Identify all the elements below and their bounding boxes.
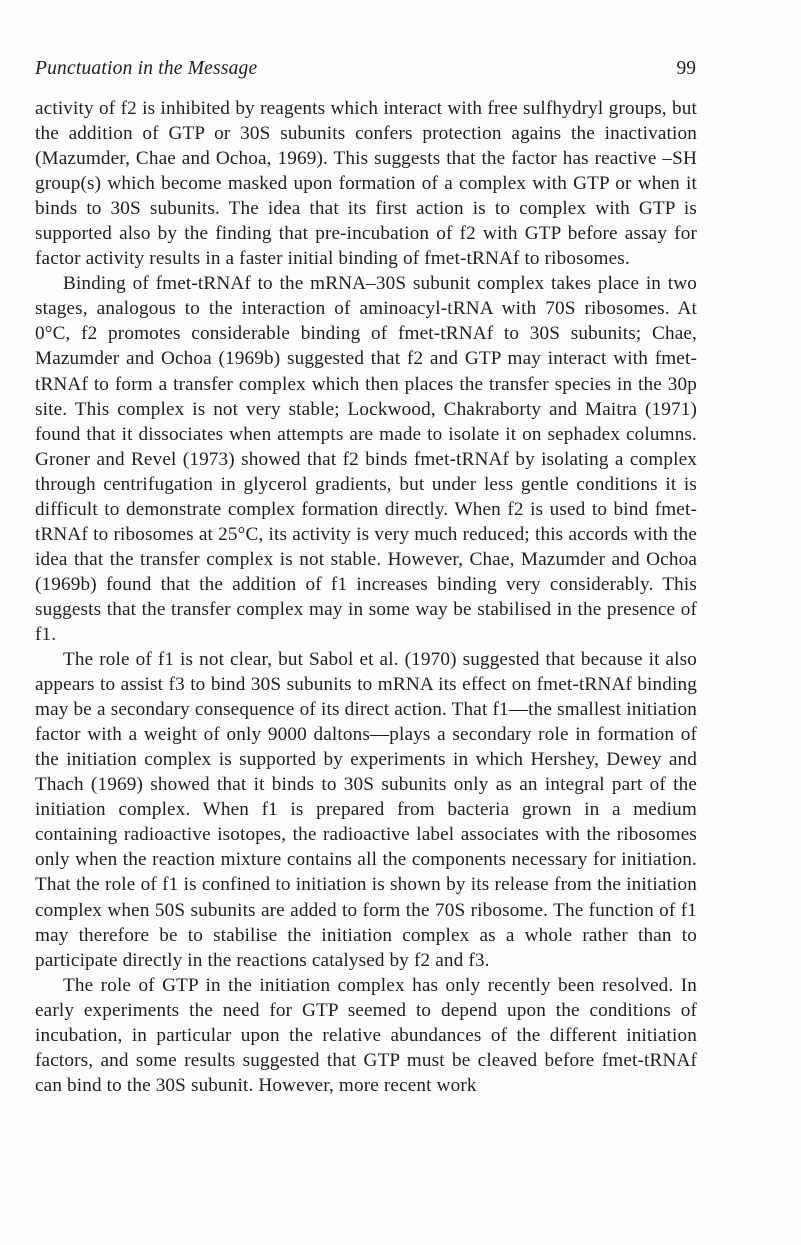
paragraph: Binding of fmet-tRNAf to the mRNA–30S subunit complex takes place in two stages, analogous to the interaction of aminoacyl-tRNA with 70S ribosomes. At 0°C, f2 promotes considerable binding of fmet-tRNAf to 30S subunits; Chae, Mazumder and Ochoa (1969b) suggested that f2 and GTP may interact with fmet-tRNAf to form a transfer complex which then places the transfer species in the 30p site. This complex is not very stable; Lockwood, Chakraborty and Maitra (1971) found that it dissociates when attempts are made to isolate it on sephadex columns. Groner and Revel (1973) showed that f2 binds fmet-tRNAf by isolating a complex through centrifugation in glycerol gradients, but under less gentle conditions it is difficult to demonstrate complex formation directly. When f2 is used to bind fmet-tRNAf to ribosomes at 25°C, its activity is very much reduced; this accords with the idea that the transfer complex is not stable. However, Chae, Mazumder and Ochoa (1969b) found that the addition of f1 increases binding very considerably. This suggests that the transfer complex may in some way be stabilised in the presence of f1. [35, 273, 697, 645]
page-number: 99 [676, 58, 696, 79]
paragraph: The role of GTP in the initiation complex has only recently been resolved. In early experiments the need for GTP seemed to depend upon the conditions of incubation, in particular upon the relative abundances of the different initiation factors, and some results suggested that GTP must be cleaved before fmet-tRNAf can bind to the 30S subunit. However, more recent work [35, 974, 697, 1096]
paragraph: The role of f1 is not clear, but Sabol et al. (1970) suggested that because it also appears to assist f3 to bind 30S subunits to mRNA its effect on fmet-tRNAf binding may be a secondary consequence of its direct action. That f1—the smallest initiation factor with a weight of only 9000 daltons—plays a secondary role in formation of the initiation complex is supported by experiments in which Hershey, Dewey and Thach (1969) showed that it binds to 30S subunits only as an integral part of the initiation complex. When f1 is prepared from bacteria grown in a medium containing radioactive isotopes, the radioactive label associates with the ribosomes only when the reaction mixture contains all the components necessary for initiation. That the role of f1 is confined to initiation is shown by its release from the initiation complex when 50S subunits are added to form the 70S ribosome. The function of f1 may therefore be to stabilise the initiation complex as a whole rather than to participate directly in the reactions catalysed by f2 and f3. [35, 649, 697, 971]
running-title: Punctuation in the Message [35, 58, 258, 79]
page-header [35, 58, 696, 86]
body-text [35, 96, 697, 1098]
paragraph: activity of f2 is inhibited by reagents which interact with free sulfhydryl groups, but the addition of GTP or 30S subunits confers protection agains the inactivation (Mazumder, Chae and Ochoa, 1969). This suggests that the factor has reactive –SH group(s) which become masked upon formation of a complex with GTP or when it binds to 30S subunits. The idea that its first action is to complex with GTP is supported also by the finding that pre-incubation of f2 with GTP before assay for factor activity results in a faster initial binding of fmet-tRNAf to ribosomes. [35, 98, 697, 270]
